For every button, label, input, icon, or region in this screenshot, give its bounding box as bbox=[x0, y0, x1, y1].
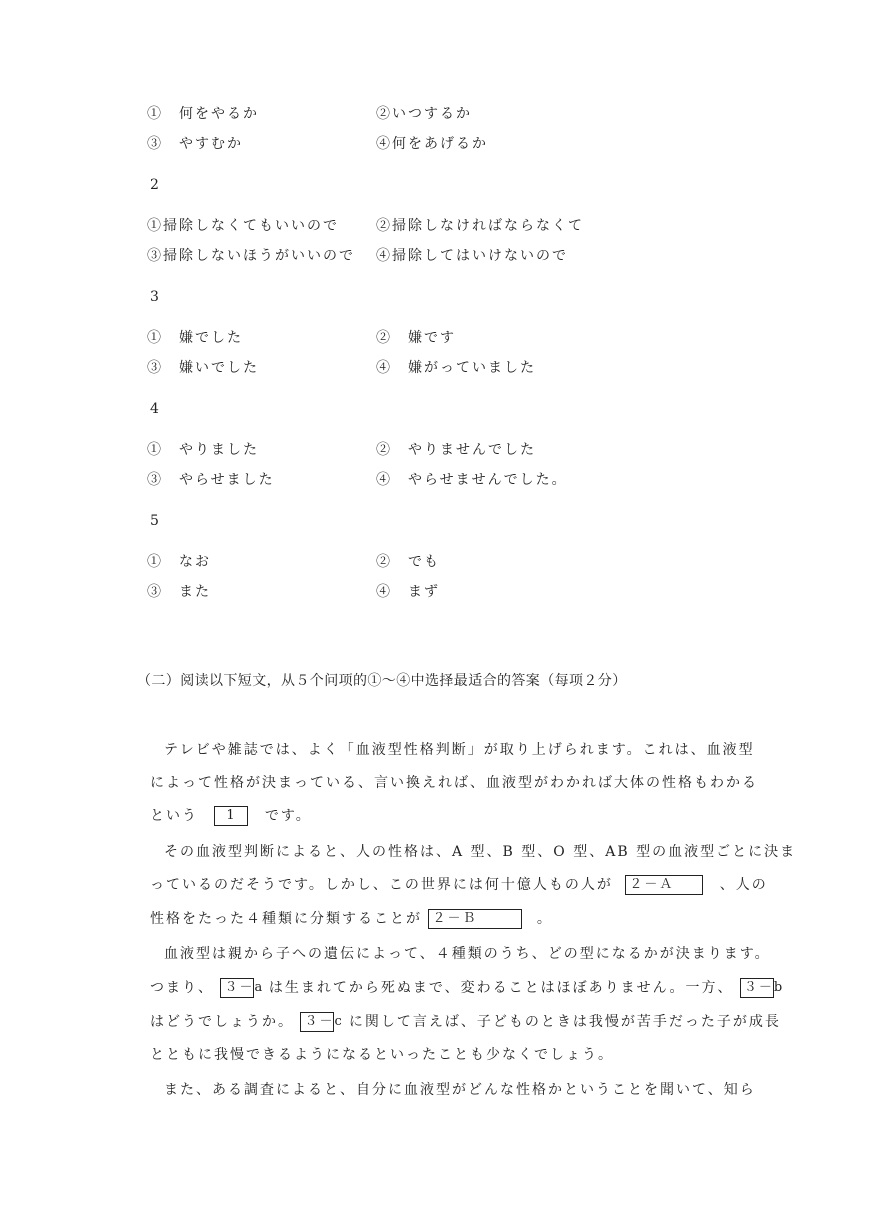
passage-text: はどうでしょうか。 bbox=[150, 1014, 294, 1030]
q1-option-3: ③ やすむか bbox=[147, 136, 243, 152]
passage-line bbox=[150, 909, 553, 929]
q5-option-2: ② でも bbox=[376, 554, 440, 570]
q4-option-2: ② やりませんでした bbox=[376, 442, 536, 458]
passage-line: 血液型は親から子への遺伝によって、４種類のうち、どの型になるかが決まります。 bbox=[164, 946, 771, 962]
passage-text: 。 bbox=[536, 911, 553, 927]
blank-box-2b: ２－Ｂ bbox=[428, 909, 522, 929]
section-heading: （二）阅读以下短文，从５个问项的①～④中选择最适合的答案（每项２分） bbox=[137, 673, 627, 689]
q2-option-2: ②掃除しなければならなくて bbox=[376, 218, 584, 234]
passage-text: 、人の bbox=[719, 877, 768, 893]
q4-number: 4 bbox=[150, 401, 159, 417]
passage-text: は生まれてから死ぬまで、変わることはほぼありません。一方、 bbox=[268, 980, 734, 996]
passage-line bbox=[150, 978, 785, 998]
passage-text: っているのだそうです。しかし、この世界には何十億人もの人が bbox=[150, 877, 613, 893]
passage-line bbox=[150, 875, 768, 895]
q3-option-1: ① 嫌でした bbox=[147, 330, 243, 346]
blank-box-2a: ２－Ａ bbox=[625, 875, 703, 895]
q1-option-1: ① 何をやるか bbox=[147, 106, 259, 122]
q3-option-3: ③ 嫌いでした bbox=[147, 360, 259, 376]
q3-option-2: ② 嫌です bbox=[376, 330, 456, 346]
passage-line: テレビや雑誌では、よく「血液型性格判断」が取り上げられます。これは、血液型 bbox=[164, 742, 755, 758]
passage-text: 性格をたった４種類に分類することが bbox=[150, 911, 422, 927]
blank-box-1: 1 bbox=[214, 806, 248, 826]
passage-line: によって性格が決まっている、言い換えれば、血液型がわかれば大体の性格もわかる bbox=[150, 775, 758, 791]
blank-box-3c: ３－c bbox=[300, 1012, 334, 1032]
q3-option-4: ④ 嫌がっていました bbox=[376, 360, 536, 376]
q4-option-1: ① やりました bbox=[147, 442, 259, 458]
q5-number: 5 bbox=[150, 513, 159, 529]
passage-line: とともに我慢できるようになるといったことも少なくでしょう。 bbox=[150, 1047, 614, 1063]
blank-box-3a: ３－a bbox=[220, 978, 254, 998]
q5-option-4: ④ まず bbox=[376, 584, 440, 600]
q1-option-2: ②いつするか bbox=[376, 106, 472, 122]
q1-option-4: ④何をあげるか bbox=[376, 136, 488, 152]
q2-option-3: ③掃除しないほうがいいので bbox=[147, 248, 355, 264]
blank-box-3b: ３－b bbox=[740, 978, 774, 998]
q2-number: 2 bbox=[150, 177, 159, 193]
passage-line: その血液型判断によると、人の性格は、A 型、B 型、O 型、AB 型の血液型ごとに決ま bbox=[164, 844, 797, 860]
q2-option-4: ④掃除してはいけないので bbox=[376, 248, 568, 264]
passage-text: という bbox=[150, 808, 198, 824]
q3-number: 3 bbox=[150, 289, 159, 305]
passage-line bbox=[150, 1012, 781, 1032]
passage-text: です。 bbox=[264, 808, 312, 824]
q4-option-3: ③ やらせました bbox=[147, 472, 275, 488]
passage-text: に関して言えば、子どものときは我慢が苦手だった子が成長 bbox=[348, 1014, 781, 1030]
q5-option-1: ① なお bbox=[147, 554, 211, 570]
q5-option-3: ③ また bbox=[147, 584, 211, 600]
passage-line: また、ある調査によると、自分に血液型がどんな性格かということを聞いて、知ら bbox=[164, 1082, 756, 1098]
passage-text: つまり、 bbox=[150, 980, 214, 996]
q2-option-1: ①掃除しなくてもいいので bbox=[147, 218, 339, 234]
q4-option-4: ④ やらせませんでした。 bbox=[376, 472, 568, 488]
passage-line bbox=[150, 806, 312, 826]
